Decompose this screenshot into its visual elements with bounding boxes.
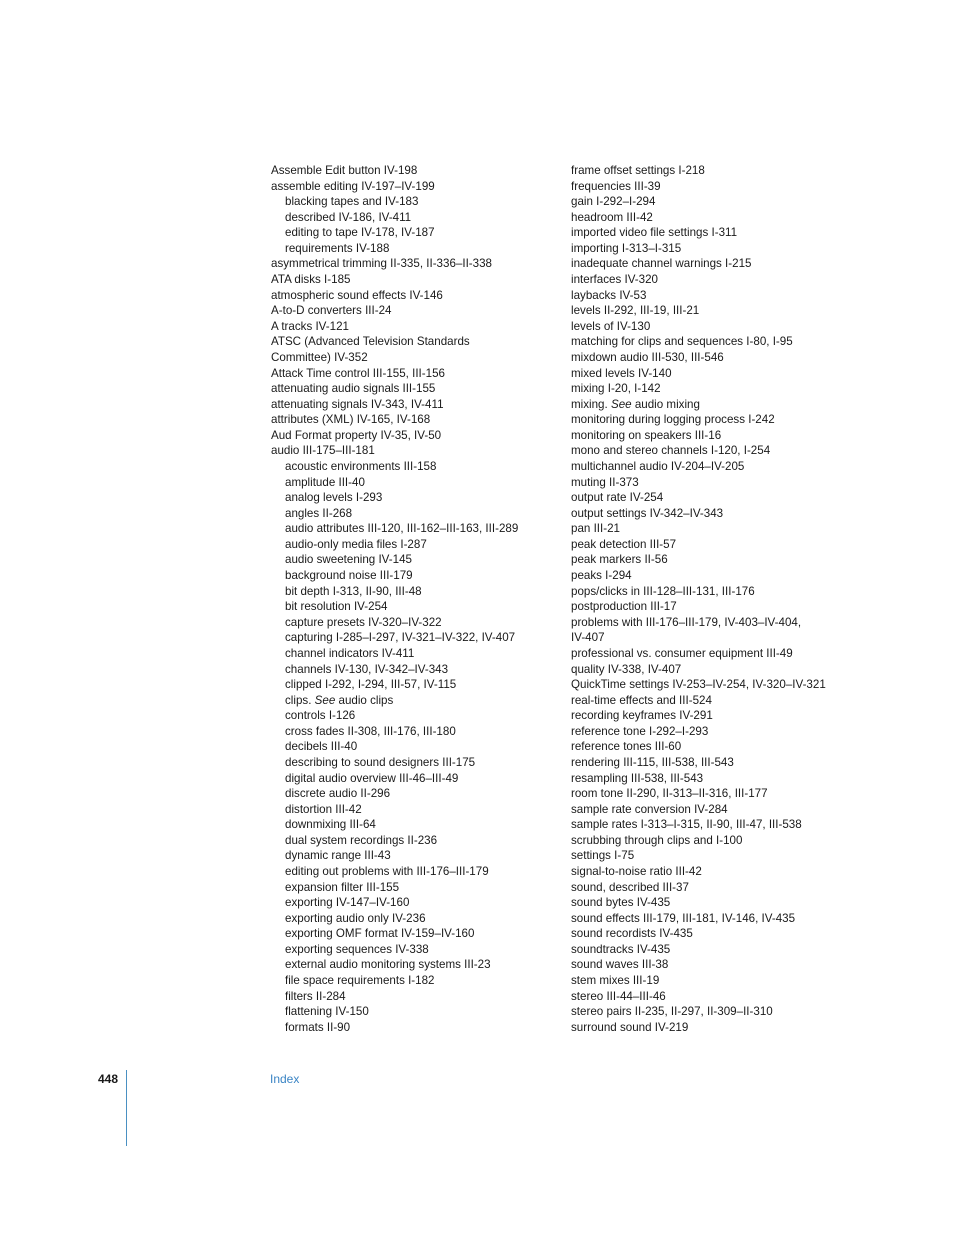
entry-text: described IV-186, IV-411 [285, 210, 412, 224]
entry-text: attenuating audio signals III-155 [271, 382, 436, 396]
entry-text: capturing I-285–I-297, IV-321–IV-322, IV-407 [285, 631, 516, 645]
index-entry [271, 272, 561, 288]
index-subentry [271, 1020, 561, 1036]
entry-text: ATSC (Advanced Television Standards [271, 335, 470, 349]
entry-text: mono and stereo channels I-120, I-254 [571, 444, 771, 458]
index-subentry [271, 1004, 561, 1020]
index-subentry [271, 241, 561, 257]
index-entry [571, 288, 901, 304]
see-target: audio clips [335, 693, 394, 707]
entry-text: dynamic range III-43 [285, 849, 391, 863]
entry-text: stereo III-44–III-46 [571, 989, 666, 1003]
index-subentry [271, 194, 561, 210]
entry-text: audio III-175–III-181 [271, 444, 375, 458]
entry-text: sound waves III-38 [571, 958, 669, 972]
index-entry [271, 428, 561, 444]
index-subentry [271, 693, 561, 709]
entry-text: sample rate conversion IV-284 [571, 802, 728, 816]
entry-text: cross fades II-308, III-176, III-180 [285, 724, 456, 738]
entry-text: pan III-21 [571, 522, 620, 536]
entry-text: mixdown audio III-530, III-546 [571, 350, 724, 364]
entry-text: settings I-75 [571, 849, 635, 863]
index-entry [571, 475, 901, 491]
entry-text: sound recordists IV-435 [571, 927, 693, 941]
index-entry [271, 397, 561, 413]
index-entry [571, 662, 901, 678]
index-entry [271, 179, 561, 195]
index-subentry [271, 630, 561, 646]
entry-text: Attack Time control III-155, III-156 [271, 366, 445, 380]
index-entry [571, 506, 901, 522]
entry-text: atmospheric sound effects IV-146 [271, 288, 443, 302]
index-entry [571, 771, 901, 787]
entry-text: dual system recordings II-236 [285, 833, 438, 847]
entry-text: peak markers II-56 [571, 553, 668, 567]
entry-text: muting II-373 [571, 475, 639, 489]
index-entry [271, 256, 561, 272]
entry-text: requirements IV-188 [285, 241, 390, 255]
index-entry [271, 288, 561, 304]
entry-text: laybacks IV-53 [571, 288, 647, 302]
entry-text: matching for clips and sequences I-80, I-95 [571, 335, 793, 349]
entry-text: sound, described III-37 [571, 880, 689, 894]
entry-text: exporting OMF format IV-159–IV-160 [285, 927, 475, 941]
entry-text: filters II-284 [285, 989, 346, 1003]
index-entry [571, 459, 901, 475]
entry-text: blacking tapes and IV-183 [285, 195, 419, 209]
entry-text: editing to tape IV-178, IV-187 [285, 226, 435, 240]
index-subentry [271, 662, 561, 678]
entry-text: external audio monitoring systems III-23 [285, 958, 491, 972]
index-subentry [271, 957, 561, 973]
entry-text: pops/clicks in III-128–III-131, III-176 [571, 584, 755, 598]
index-entry [571, 615, 901, 631]
entry-text: recording keyframes IV-291 [571, 709, 713, 723]
entry-text: output settings IV-342–IV-343 [571, 506, 724, 520]
entry-text: controls I-126 [285, 709, 356, 723]
entry-text: sound bytes IV-435 [571, 896, 671, 910]
index-subentry [271, 833, 561, 849]
entry-text: distortion III-42 [285, 802, 362, 816]
index-subentry [271, 817, 561, 833]
entry-text: frequencies III-39 [571, 179, 661, 193]
index-entry [571, 693, 901, 709]
index-subentry [271, 708, 561, 724]
entry-text: importing I-313–I-315 [571, 241, 682, 255]
entry-text: scrubbing through clips and I-100 [571, 833, 743, 847]
index-entry [571, 755, 901, 771]
entry-text: assemble editing IV-197–IV-199 [271, 179, 435, 193]
entry-text: reference tone I-292–I-293 [571, 724, 709, 738]
index-entry [571, 272, 901, 288]
see-target: audio mixing [631, 397, 700, 411]
entry-text: mixing I-20, I-142 [571, 382, 661, 396]
see-reference: See [610, 397, 632, 411]
entry-text: Committee) IV-352 [271, 350, 368, 364]
entry-text: Assemble Edit button IV-198 [271, 164, 418, 177]
index-subentry [271, 942, 561, 958]
index-entry [271, 381, 561, 397]
entry-text: acoustic environments III-158 [285, 459, 437, 473]
index-entry [571, 880, 901, 896]
entry-text: describing to sound designers III-175 [285, 755, 476, 769]
entry-text: gain I-292–I-294 [571, 195, 656, 209]
index-entry [571, 210, 901, 226]
entry-text: clips. [285, 693, 312, 707]
entry-text: editing out problems with III-176–III-179 [285, 865, 489, 879]
index-entry [571, 428, 901, 444]
entry-text: output rate IV-254 [571, 491, 664, 505]
entry-text: rendering III-115, III-538, III-543 [571, 755, 734, 769]
index-entry [571, 1020, 901, 1036]
index-entry [571, 708, 901, 724]
index-subentry [271, 646, 561, 662]
index-entry [571, 225, 901, 241]
entry-text: channels IV-130, IV-342–IV-343 [285, 662, 449, 676]
entry-text: bit resolution IV-254 [285, 600, 388, 614]
index-subentry [271, 802, 561, 818]
entry-text: exporting sequences IV-338 [285, 942, 429, 956]
index-subentry [271, 459, 561, 475]
index-entry [571, 895, 901, 911]
index-entry [571, 630, 901, 646]
index-entry [571, 256, 901, 272]
index-entry [571, 957, 901, 973]
index-entry [571, 599, 901, 615]
index-entry [571, 490, 901, 506]
index-entry [571, 926, 901, 942]
entry-text: audio attributes III-120, III-162–III-163, III-289 [285, 522, 519, 536]
entry-text: clipped I-292, I-294, III-57, IV-115 [285, 678, 457, 692]
index-entry [571, 1004, 901, 1020]
index-subentry [271, 568, 561, 584]
index-entry [571, 397, 901, 413]
entry-text: analog levels I-293 [285, 491, 383, 505]
index-entry [571, 677, 901, 693]
entry-text: bit depth I-313, II-90, III-48 [285, 584, 422, 598]
index-entry [571, 350, 901, 366]
index-subentry [271, 225, 561, 241]
entry-text: angles II-268 [285, 506, 353, 520]
entry-text: flattening IV-150 [285, 1005, 369, 1019]
index-entry [571, 303, 901, 319]
index-entry [571, 568, 901, 584]
index-entry [571, 319, 901, 335]
entry-text: background noise III-179 [285, 569, 413, 583]
entry-text: levels II-292, III-19, III-21 [571, 304, 700, 318]
index-subentry [271, 895, 561, 911]
entry-text: stereo pairs II-235, II-297, II-309–II-310 [571, 1005, 773, 1019]
entry-text: attributes (XML) IV-165, IV-168 [271, 413, 431, 427]
index-entry [271, 412, 561, 428]
index-entry [571, 911, 901, 927]
index-subentry [271, 911, 561, 927]
entry-text: file space requirements I-182 [285, 974, 435, 988]
index-entry [271, 163, 561, 179]
index-entry [271, 366, 561, 382]
entry-text: sound effects III-179, III-181, IV-146, IV-435 [571, 911, 796, 925]
index-subentry [271, 724, 561, 740]
index-entry [571, 521, 901, 537]
entry-text: problems with III-176–III-179, IV-403–IV-404, [571, 615, 802, 629]
entry-text: reference tones III-60 [571, 740, 682, 754]
index-entry [571, 194, 901, 210]
index-subentry [271, 864, 561, 880]
entry-text: expansion filter III-155 [285, 880, 400, 894]
entry-text: inadequate channel warnings I-215 [571, 257, 752, 271]
entry-text: A tracks IV-121 [271, 319, 349, 333]
index-column-right [571, 163, 901, 1035]
entry-text: mixed levels IV-140 [571, 366, 672, 380]
index-entry [571, 724, 901, 740]
index-subentry [271, 848, 561, 864]
entry-text: attenuating signals IV-343, IV-411 [271, 397, 444, 411]
entry-text: imported video file settings I-311 [571, 226, 738, 240]
entry-text: frame offset settings I-218 [571, 164, 705, 177]
entry-text: exporting audio only IV-236 [285, 911, 426, 925]
index-subentry [271, 926, 561, 942]
entry-text: Aud Format property IV-35, IV-50 [271, 428, 442, 442]
index-entry [271, 303, 561, 319]
entry-text: asymmetrical trimming II-335, II-336–II-338 [271, 257, 493, 271]
index-subentry [271, 739, 561, 755]
entry-text: interfaces IV-320 [571, 273, 659, 287]
index-entry [271, 334, 561, 350]
index-subentry [271, 615, 561, 631]
index-column-left [271, 163, 561, 1035]
index-entry [571, 646, 901, 662]
index-entry [571, 817, 901, 833]
entry-text: amplitude III-40 [285, 475, 365, 489]
index-subentry [271, 475, 561, 491]
index-entry [571, 864, 901, 880]
index-subentry [271, 989, 561, 1005]
page-number: 448 [98, 1072, 119, 1086]
entry-text: downmixing III-64 [285, 818, 376, 832]
entry-text: sample rates I-313–I-315, II-90, III-47, III-538 [571, 818, 802, 832]
entry-text: IV-407 [571, 631, 605, 645]
index-entry [571, 334, 901, 350]
section-label: Index [270, 1072, 300, 1086]
entry-text: multichannel audio IV-204–IV-205 [571, 459, 745, 473]
entry-text: exporting IV-147–IV-160 [285, 896, 410, 910]
index-subentry [271, 584, 561, 600]
entry-text: decibels III-40 [285, 740, 358, 754]
entry-text: discrete audio II-296 [285, 787, 391, 801]
entry-text: soundtracks IV-435 [571, 942, 671, 956]
index-subentry [271, 786, 561, 802]
entry-text: peaks I-294 [571, 569, 632, 583]
index-subentry [271, 771, 561, 787]
index-entry [571, 412, 901, 428]
entry-text: postproduction III-17 [571, 600, 677, 614]
index-entry [571, 989, 901, 1005]
index-entry [571, 537, 901, 553]
index-entry [571, 848, 901, 864]
entry-text: levels of IV-130 [571, 319, 651, 333]
index-subentry [271, 490, 561, 506]
index-entry [571, 942, 901, 958]
index-entry [271, 443, 561, 459]
entry-text: digital audio overview III-46–III-49 [285, 771, 459, 785]
index-subentry [271, 506, 561, 522]
index-subentry [271, 537, 561, 553]
entry-text: capture presets IV-320–IV-322 [285, 615, 442, 629]
index-subentry [271, 210, 561, 226]
entry-text: formats II-90 [285, 1020, 351, 1034]
entry-text: audio-only media files I-287 [285, 537, 427, 551]
index-entry [571, 973, 901, 989]
entry-text: real-time effects and III-524 [571, 693, 712, 707]
index-subentry [271, 755, 561, 771]
index-entry [571, 584, 901, 600]
index-subentry [271, 880, 561, 896]
index-entry [571, 241, 901, 257]
entry-text: audio sweetening IV-145 [285, 553, 412, 567]
index-entry [571, 443, 901, 459]
index-entry [571, 552, 901, 568]
entry-text: signal-to-noise ratio III-42 [571, 865, 702, 879]
entry-text: room tone II-290, II-313–II-316, III-177 [571, 787, 768, 801]
index-entry [271, 350, 561, 366]
entry-text: headroom III-42 [571, 210, 653, 224]
entry-text: professional vs. consumer equipment III-49 [571, 646, 793, 660]
index-subentry [271, 599, 561, 615]
index-entry [571, 366, 901, 382]
index-entry [571, 802, 901, 818]
index-entry [571, 381, 901, 397]
see-reference: See [314, 693, 336, 707]
entry-text: monitoring during logging process I-242 [571, 413, 775, 427]
index-subentry [271, 552, 561, 568]
entry-text: resampling III-538, III-543 [571, 771, 704, 785]
index-entry [571, 739, 901, 755]
index-entry [571, 163, 901, 179]
index-entry [571, 833, 901, 849]
entry-text: QuickTime settings IV-253–IV-254, IV-320–IV-321 [571, 678, 826, 692]
entry-text: peak detection III-57 [571, 537, 677, 551]
entry-text: mixing. [571, 397, 608, 411]
index-subentry [271, 521, 561, 537]
index-subentry [271, 677, 561, 693]
entry-text: A-to-D converters III-24 [271, 304, 392, 318]
entry-text: stem mixes III-19 [571, 974, 660, 988]
entry-text: surround sound IV-219 [571, 1020, 689, 1034]
index-entry [571, 786, 901, 802]
index-entry [571, 179, 901, 195]
entry-text: ATA disks I-185 [271, 273, 351, 287]
entry-text: monitoring on speakers III-16 [571, 428, 722, 442]
index-entry [271, 319, 561, 335]
entry-text: channel indicators IV-411 [285, 646, 415, 660]
index-subentry [271, 973, 561, 989]
footer-divider [126, 1070, 127, 1146]
entry-text: quality IV-338, IV-407 [571, 662, 682, 676]
